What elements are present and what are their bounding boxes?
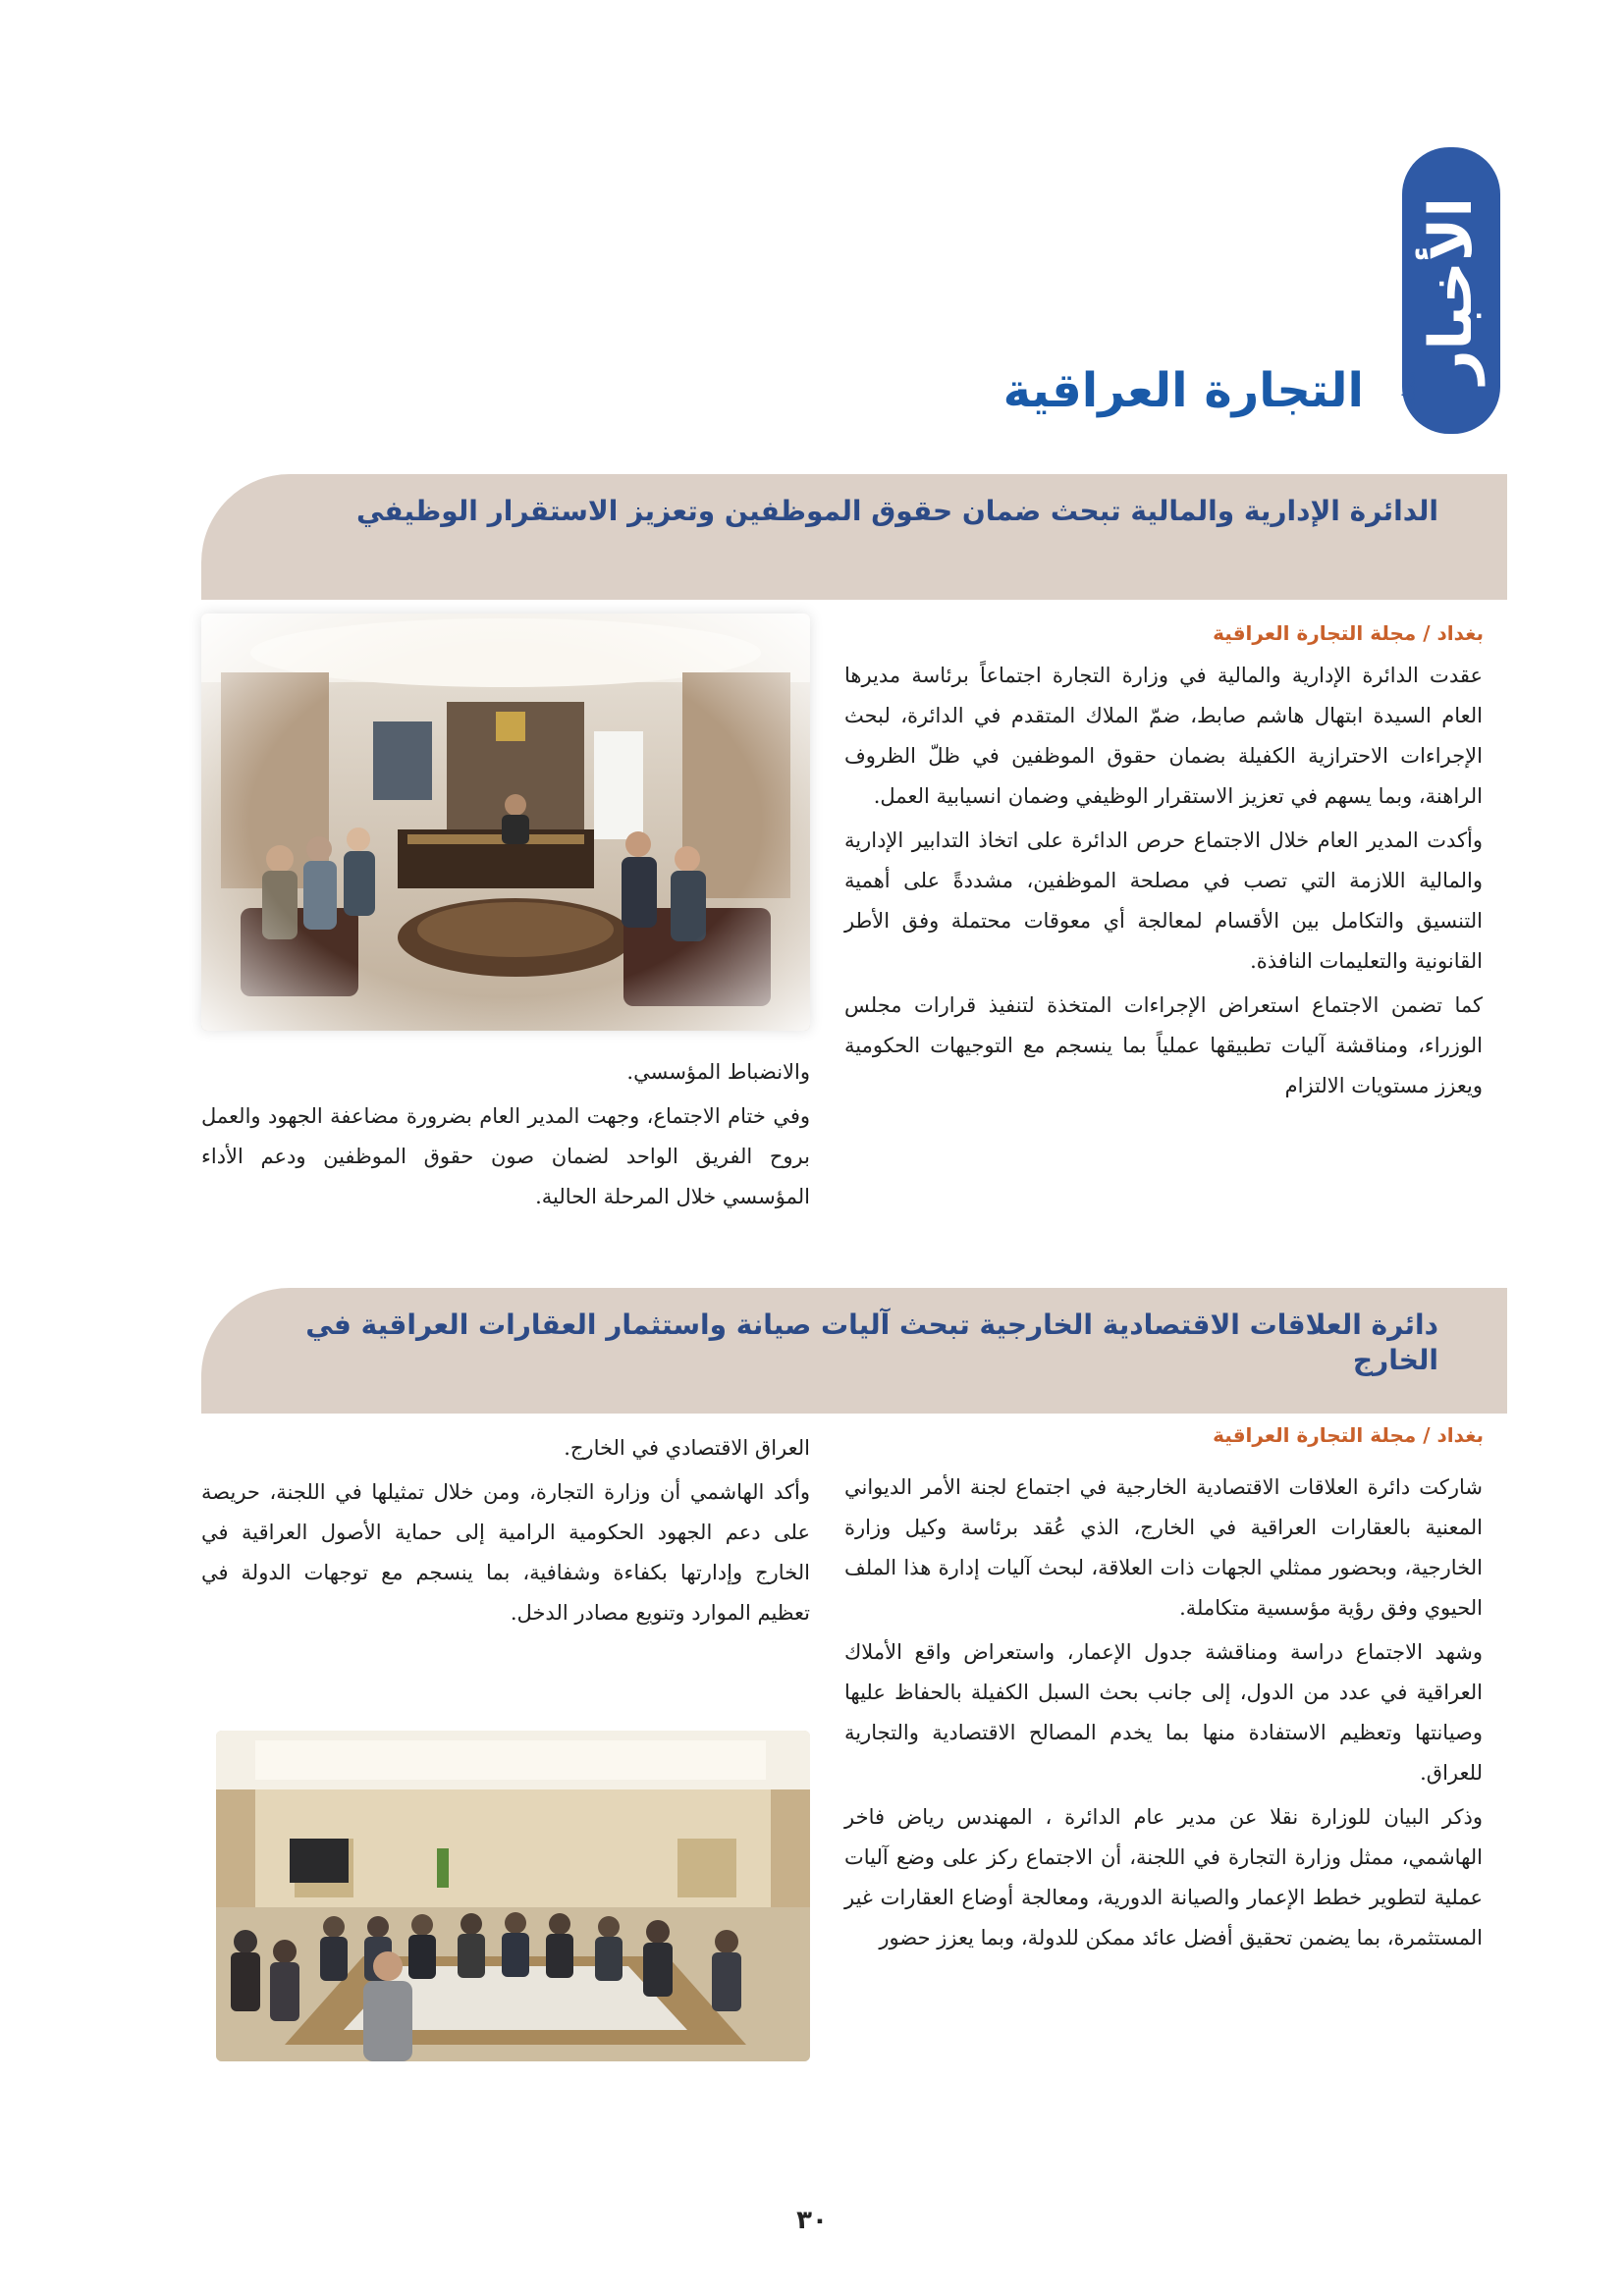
logo-main-text: التجارة العراقية (1002, 363, 1364, 418)
article-paragraph: والانضباط المؤسسي. (626, 1060, 810, 1084)
article-byline: بغداد / مجلة التجارة العراقية (1213, 1423, 1484, 1447)
article-paragraph: وأكدت المدير العام خلال الاجتماع حرص الدائرة على اتخاذ التدابير الإدارية والمالية اللازمة التي تصب في مصلحة الموظفين، مشددةً على أهمية التنسيق والتكامل بين الأقسام لمعالجة أي معوقات محتملة وفق الأطر القانونية والتعليمات النافذة. (844, 828, 1483, 973)
article-paragraph: كما تضمن الاجتماع استعراض الإجراءات المتخذة لتنفيذ قرارات مجلس الوزراء، ومناقشة آليات تطبيقها عملياً بما ينسجم مع التوجيهات الحكومية ويعزز مستويات الالتزام (844, 993, 1483, 1097)
article-paragraph: وشهد الاجتماع دراسة ومناقشة جدول الإعمار، واستعراض واقع الأملاك العراقية في عدد من الدول، إلى جانب بحث السبل الكفيلة بالحفاظ عليها وصيانتها وتعظيم الاستفادة منها بما يخدم المصالح الاقتصادية والتجارية للعراق. (844, 1640, 1483, 1785)
conference-photo-illustration (216, 1731, 810, 2061)
section-tab-label: الأخبار (1417, 196, 1486, 385)
article-column-right (844, 656, 1483, 1110)
headline-band (201, 474, 1507, 600)
logo-small-text: مجلة (1399, 371, 1420, 407)
article-paragraph: شاركت دائرة العلاقات الاقتصادية الخارجية في اجتماع لجنة الأمر الديواني المعنية بالعقارات العراقية في الخارج، الذي عُقد برئاسة وكيل وزارة الخارجية، وبحضور ممثلي الجهات ذات العلاقة، لبحث آليات إدارة هذا الملف الحيوي وفق رؤية مؤسسية متكاملة. (844, 1475, 1483, 1620)
meeting-photo (201, 614, 810, 1031)
article-paragraph: وأكد الهاشمي أن وزارة التجارة، ومن خلال تمثيلها في اللجنة، حريصة على دعم الجهود الحكومية الرامية إلى حماية الأصول العراقية في الخارج وإدارتها بكفاءة وشفافية، بما ينسجم مع توجهات الدولة في تعظيم الموارد وتنويع مصادر الدخل. (201, 1480, 810, 1625)
article-paragraph: عقدت الدائرة الإدارية والمالية في وزارة التجارة اجتماعاً برئاسة مديرها العام السيدة ابتهال هاشم صابط، ضمّ الملاك المتقدم في الدائرة، لبحث الإجراءات الاحترازية الكفيلة بضمان حقوق الموظفين في ظلّ الظروف الراهنة، وبما يسهم في تعزيز الاستقرار الوظيفي وضمان انسيابية العمل. (844, 664, 1483, 808)
headline-band (201, 1288, 1507, 1414)
article-paragraph: العراق الاقتصادي في الخارج. (564, 1436, 810, 1460)
meeting-photo-illustration (201, 614, 810, 1031)
article-column-right (844, 1468, 1483, 1962)
article-headline: دائرة العلاقات الاقتصادية الخارجية تبحث آليات صيانة واستثمار العقارات العراقية في الخارج (305, 1308, 1438, 1377)
article-paragraph: وذكر البيان للوزارة نقلا عن مدير عام الدائرة ، المهندس رياض فاخر الهاشمي، ممثل وزارة التجارة في اللجنة، أن الاجتماع ركز على وضع آليات عملية لتطوير خطط الإعمار والصيانة الدورية، ومعالجة أوضاع العقارات غير المستثمرة، بما يضمن تحقيق أفضل عائد ممكن للدولة، وبما يعزز حضور (844, 1805, 1483, 1949)
article-byline: بغداد / مجلة التجارة العراقية (1213, 621, 1484, 645)
article-paragraph: وفي ختام الاجتماع، وجهت المدير العام بضرورة مضاعفة الجهود والعمل بروح الفريق الواحد لضمان صون حقوق الموظفين ودعم الأداء المؤسسي خلال المرحلة الحالية. (201, 1104, 810, 1208)
conference-photo (216, 1731, 810, 2061)
page-number: ٣٠ (796, 2206, 828, 2235)
article-column-left (201, 1052, 810, 1221)
magazine-logo (1002, 363, 1420, 432)
article-headline: الدائرة الإدارية والمالية تبحث ضمان حقوق الموظفين وتعزيز الاستقرار الوظيفي (355, 495, 1438, 527)
article-column-left (201, 1428, 810, 1637)
